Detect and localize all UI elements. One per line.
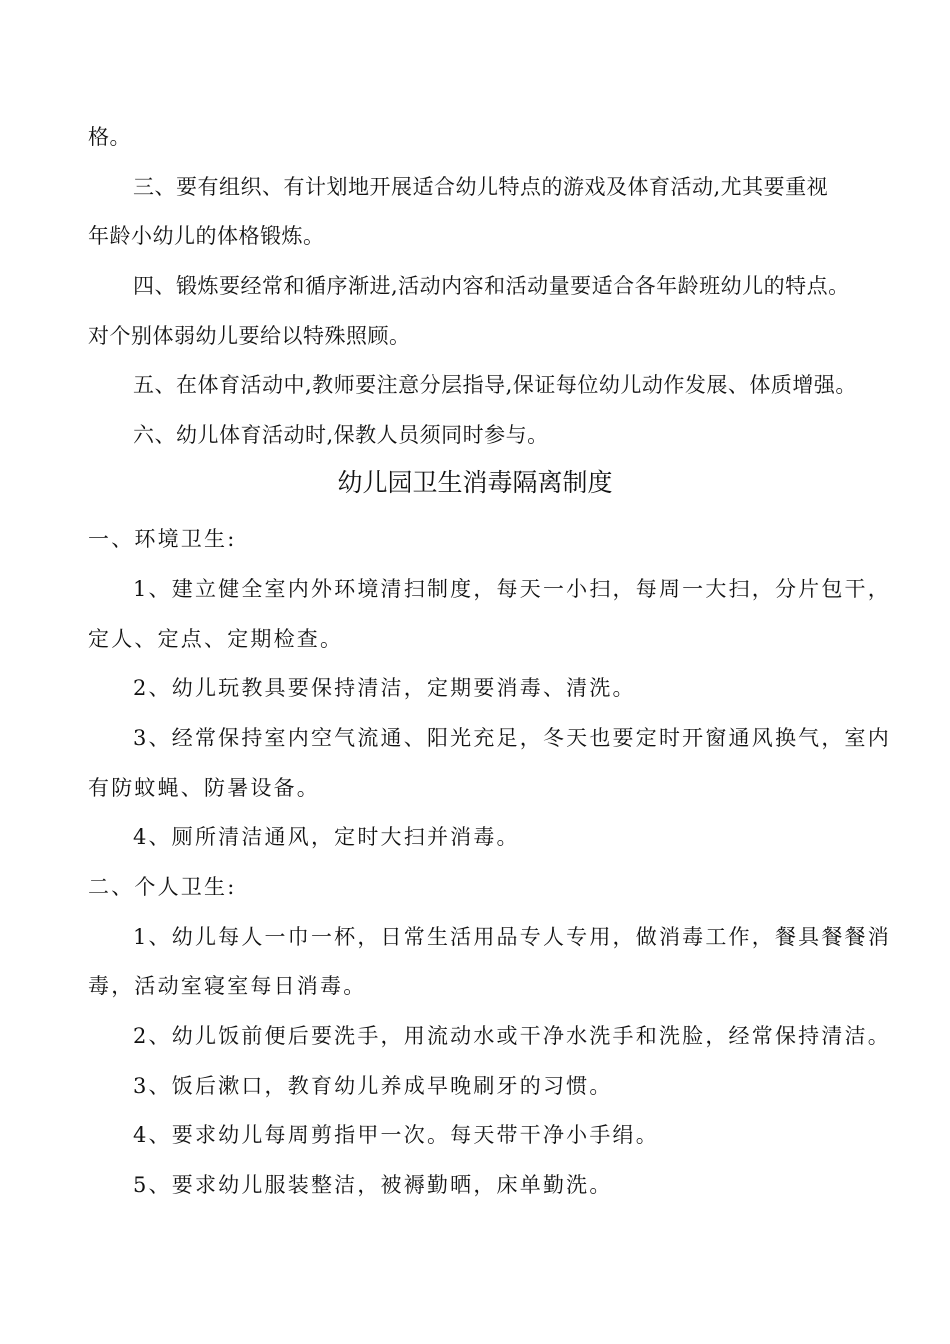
heading-line: 一、环境卫生:: [88, 527, 237, 551]
paragraph-line: 五、在体育活动中,教师要注意分层指导,保证每位幼儿动作发展、体质增强。: [133, 373, 857, 397]
paragraph-line: 年龄小幼儿的体格锻炼。: [88, 224, 325, 248]
section-title: 幼儿园卫生消毒隔离制度: [337, 468, 613, 497]
paragraph-line: 1、幼儿每人一巾一杯，日常生活用品专人专用，做消毒工作，餐具餐餐消: [133, 925, 891, 949]
paragraph-line: 3、饭后漱口，教育幼儿养成早晚刷牙的习惯。: [133, 1074, 613, 1098]
paragraph-line: 格。: [88, 125, 131, 149]
paragraph-line: 六、幼儿体育活动时,保教人员须同时参与。: [133, 423, 549, 447]
paragraph-line: 毒，活动室寝室每日消毒。: [88, 974, 367, 998]
paragraph-line: 4、厕所清洁通风，定时大扫并消毒。: [133, 825, 520, 849]
paragraph-line: 对个别体弱幼儿要给以特殊照顾。: [88, 324, 411, 348]
paragraph-line: 4、要求幼儿每周剪指甲一次。每天带干净小手绢。: [133, 1123, 659, 1147]
paragraph-line: 3、经常保持室内空气流通、阳光充足，冬天也要定时开窗通风换气，室内: [133, 726, 891, 750]
paragraph-line: 5、要求幼儿服装整洁，被褥勤晒，床单勤洗。: [133, 1173, 613, 1197]
heading-line: 二、个人卫生:: [88, 875, 237, 899]
paragraph-line: 三、要有组织、有计划地开展适合幼儿特点的游戏及体育活动,尤其要重视: [133, 175, 829, 199]
paragraph-line: 2、幼儿玩教具要保持清洁，定期要消毒、清洗。: [133, 676, 636, 700]
paragraph-line: 四、锻炼要经常和循序渐进,活动内容和活动量要适合各年龄班幼儿的特点。: [133, 274, 850, 298]
paragraph-line: 定人、定点、定期检查。: [88, 627, 344, 651]
paragraph-line: 1、建立健全室内外环境清扫制度，每天一小扫，每周一大扫，分片包干，: [133, 577, 891, 601]
paragraph-line: 2、幼儿饭前便后要洗手，用流动水或干净水洗手和洗脸，经常保持清洁。: [133, 1024, 891, 1048]
paragraph-line: 有防蚊蝇、防暑设备。: [88, 776, 320, 800]
